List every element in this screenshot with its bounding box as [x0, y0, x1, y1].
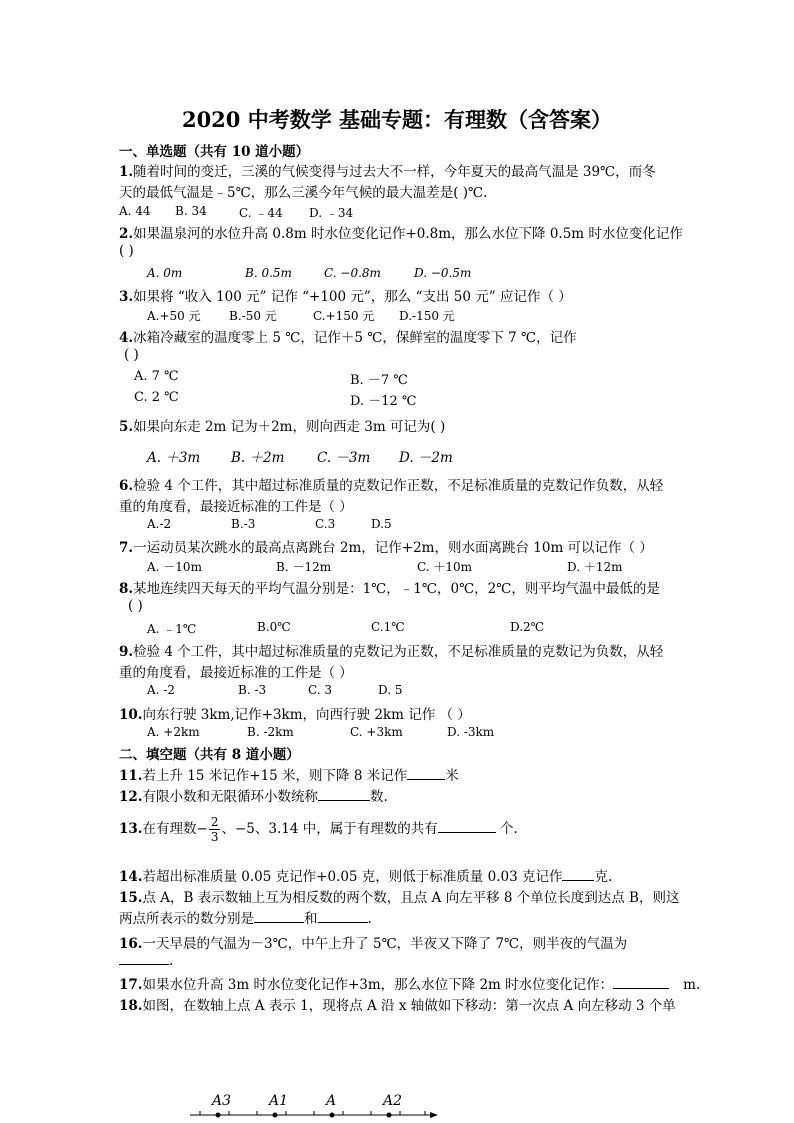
question-text: 一天早晨的气温为－3℃，中午上升了 5℃，半夜又下降了 7℃，则半夜的气温为: [142, 936, 628, 952]
option-c[interactable]: C. －3m: [317, 450, 371, 466]
question-number: 17.: [119, 977, 143, 993]
question-2-line-2: ( ): [119, 243, 134, 259]
question-text: 有限小数和无限循环小数统称: [142, 789, 318, 805]
option-c[interactable]: C. −0.8m: [324, 266, 381, 280]
answer-blank-1[interactable]: [254, 910, 304, 923]
question-text: 向东行驶 3km,记作+3km，向西行驶 2km 记作 （ ）: [142, 707, 471, 723]
option-b[interactable]: B. -3: [238, 683, 267, 697]
question-text: 如图，在数轴上点 A 表示 1，现将点 A 沿 x 轴做如下移动：第一次点 A 向左移动 3 个单: [142, 998, 676, 1014]
question-text: 冰箱冷藏室的温度零上 5 ℃，记作＋5 ℃，保鲜室的温度零下 7 ℃，记作: [133, 330, 577, 346]
option-d[interactable]: D. −0.5m: [414, 266, 472, 280]
answer-blank[interactable]: [119, 952, 169, 965]
question-text: 若超出标准质量 0.05 克记作+0.05 克，则低于标准质量 0.03 克记作: [142, 869, 563, 885]
question-7-line-1: [119, 536, 653, 556]
question-number: 14.: [119, 869, 143, 885]
question-text-end: 数.: [370, 789, 388, 805]
question-text: 点 A，B 表示数轴上互为相反数的两个数，且点 A 向左平移 8 个单位长度到达点 B，则这: [142, 890, 680, 906]
question-16-line-1: [119, 932, 627, 952]
option-d[interactable]: D. －2m: [399, 450, 453, 466]
question-5-line-1: [119, 415, 445, 435]
question-number: 9.: [119, 644, 134, 660]
question-11: [119, 764, 459, 784]
label-a: A: [326, 1093, 337, 1109]
question-10-line-1: [119, 703, 471, 723]
question-number: 10.: [119, 707, 143, 723]
question-text: 若上升 15 米记作+15 米，则下降 8 米记作: [142, 768, 408, 784]
question-9-line-2: 重的角度看，最接近标准的工件是（ ）: [119, 665, 353, 681]
option-b[interactable]: B.0℃: [257, 620, 291, 634]
question-text: 如果向东走 2m 记为＋2m，则向西走 3m 可记为( ): [133, 419, 446, 435]
option-b[interactable]: B. －12m: [276, 560, 332, 574]
question-15-line-1: [119, 886, 679, 906]
option-a[interactable]: A. 44: [119, 204, 151, 218]
question-number: 13.: [119, 821, 143, 837]
question-number: 6.: [119, 478, 134, 494]
option-d[interactable]: D. -3km: [447, 725, 495, 739]
label-a3: A3: [212, 1093, 232, 1109]
option-d[interactable]: D. －12 ℃: [350, 394, 417, 409]
question-text-end: 个.: [495, 821, 518, 837]
question-number: 7.: [119, 540, 134, 556]
section-heading-fill-in: 二、填空题（共有 8 道小题）: [119, 747, 300, 763]
question-text: 某地连续四天每天的平均气温分别是：1℃，﹣1℃，0℃，2℃，则平均气温中最低的是: [133, 581, 660, 597]
label-a2: A2: [383, 1093, 403, 1109]
question-4-line-2: ( ): [124, 347, 139, 363]
question-number: 12.: [119, 789, 143, 805]
answer-blank-2[interactable]: [318, 910, 368, 923]
answer-blank[interactable]: [438, 820, 496, 833]
question-number: 16.: [119, 936, 143, 952]
question-16-line-2: [119, 952, 173, 969]
fraction: [209, 815, 221, 844]
option-c[interactable]: C.+150 元: [313, 309, 375, 323]
question-text: 如果水位升高 3m 时水位变化记作+3m，那么水位下降 2m 时水位变化记作：: [142, 977, 614, 993]
question-number: 4.: [119, 330, 134, 346]
option-a[interactable]: A. 0m: [147, 266, 183, 280]
option-c[interactable]: C. 2 ℃: [134, 390, 179, 405]
question-text: 两点所表示的数分别是: [119, 911, 254, 927]
option-c[interactable]: C.1℃: [371, 620, 405, 634]
option-c[interactable]: C. +3km: [350, 725, 403, 739]
question-number: 15.: [119, 890, 143, 906]
question-3-line-1: [119, 285, 572, 305]
question-12: [119, 785, 388, 805]
question-text: 随着时间的变迁，三溪的气候变得与过去大不一样，今年夏天的最高气温是 39℃，而冬: [133, 164, 656, 180]
option-a[interactable]: A. ﹣1℃: [147, 622, 197, 636]
question-text-end: 米: [445, 768, 459, 784]
question-13: [119, 815, 518, 844]
option-d[interactable]: D.2℃: [510, 620, 545, 634]
question-1-line-2: 天的最低气温是﹣5℃，那么三溪今年气候的最大温差是( )℃.: [119, 185, 488, 201]
question-number: 3.: [119, 289, 134, 305]
option-b[interactable]: B. －7 ℃: [350, 373, 408, 388]
question-4-line-1: [119, 326, 577, 346]
question-text: 如果温泉河的水位升高 0.8m 时水位变化记作+0.8m，那么水位下降 0.5m 时水位变化记作: [133, 226, 683, 242]
question-8-line-1: [119, 577, 660, 597]
number-line-figure: [170, 1085, 450, 1121]
option-a[interactable]: A. -2: [147, 683, 175, 697]
option-d[interactable]: D. ﹣34: [309, 206, 354, 220]
question-text: 检验 4 个工件，其中超过标准质量的克数记作正数，不足标准质量的克数记作负数，从轻: [133, 478, 664, 494]
question-number: 18.: [119, 998, 143, 1014]
question-text-middle: 、−5、3.14 中，属于有理数的共有: [221, 821, 438, 837]
question-number: 5.: [119, 419, 134, 435]
question-text: 一运动员某次跳水的最高点离跳台 2m，记作+2m，则水面离跳台 10m 可以记作（ ）: [133, 540, 653, 556]
question-number: 1.: [119, 164, 134, 180]
question-text-end: .: [169, 953, 174, 969]
option-a[interactable]: A. +2km: [147, 725, 200, 739]
question-text: 在有理数−: [142, 821, 208, 837]
option-a[interactable]: A. 7 ℃: [134, 369, 179, 384]
question-6-line-1: [119, 474, 663, 494]
answer-blank[interactable]: [562, 868, 594, 881]
question-text-end: .: [367, 911, 372, 927]
option-d[interactable]: D. 5: [378, 683, 403, 697]
option-b[interactable]: B. -2km: [247, 725, 294, 739]
option-b[interactable]: B. ＋2m: [231, 450, 285, 466]
question-18-line-1: [119, 994, 676, 1014]
question-15-line-2: [119, 907, 372, 927]
question-text-end: 克.: [594, 869, 613, 885]
question-8-line-2: ( ): [128, 598, 143, 614]
question-text-middle: 和: [304, 911, 318, 927]
question-text: 检验 4 个工件，其中超过标准质量的克数记为正数，不足标准质量的克数记为负数，从轻: [133, 644, 664, 660]
number-line-arrow: [430, 1112, 438, 1118]
option-d[interactable]: D. ＋12m: [567, 560, 623, 574]
question-14: [119, 865, 612, 885]
question-text: 如果将 “收入 100 元” 记作 “+100 元”，那么 “支出 50 元” 应记作（ ）: [133, 289, 572, 305]
answer-blank[interactable]: [318, 788, 370, 801]
option-c[interactable]: C. ﹣44: [239, 206, 283, 220]
option-b[interactable]: B. 0.5m: [245, 266, 292, 280]
page-title: 2020 中考数学 基础专题：有理数（含答案）: [181, 107, 613, 132]
question-text-end: m.: [683, 977, 701, 993]
option-c[interactable]: C.3: [315, 517, 336, 531]
question-9-line-1: [119, 640, 663, 660]
point-a2: [387, 1113, 392, 1118]
question-number: 11.: [119, 768, 143, 784]
option-a[interactable]: A.-2: [147, 517, 172, 531]
option-a[interactable]: A. －10m: [147, 560, 202, 574]
point-a: [330, 1113, 335, 1118]
point-a1: [273, 1113, 278, 1118]
option-b[interactable]: B. 34: [175, 204, 207, 218]
option-d[interactable]: D.5: [371, 517, 392, 531]
option-b[interactable]: B.-3: [231, 517, 256, 531]
answer-blank[interactable]: [613, 976, 669, 989]
question-number: 2.: [119, 226, 134, 242]
option-d[interactable]: D.-150 元: [399, 309, 455, 323]
option-c[interactable]: C. 3: [308, 683, 333, 697]
label-a1: A1: [269, 1093, 289, 1109]
option-b[interactable]: B.-50 元: [229, 309, 277, 323]
question-6-line-2: 重的角度看，最接近标准的工件是（ ）: [119, 499, 353, 515]
question-2-line-1: [119, 222, 683, 242]
question-17: [119, 973, 700, 993]
section-heading-single-choice: 一、单选题（共有 10 道小题）: [119, 144, 310, 160]
option-c[interactable]: C. ＋10m: [417, 560, 473, 574]
fraction-numerator: 2: [210, 815, 219, 829]
fraction-denominator: 3: [210, 830, 219, 844]
option-a[interactable]: A. ＋3m: [147, 450, 201, 466]
answer-blank[interactable]: [407, 767, 445, 780]
question-1-line-1: [119, 160, 656, 180]
question-number: 8.: [119, 581, 134, 597]
point-a3: [216, 1113, 221, 1118]
option-a[interactable]: A.+50 元: [147, 309, 201, 323]
